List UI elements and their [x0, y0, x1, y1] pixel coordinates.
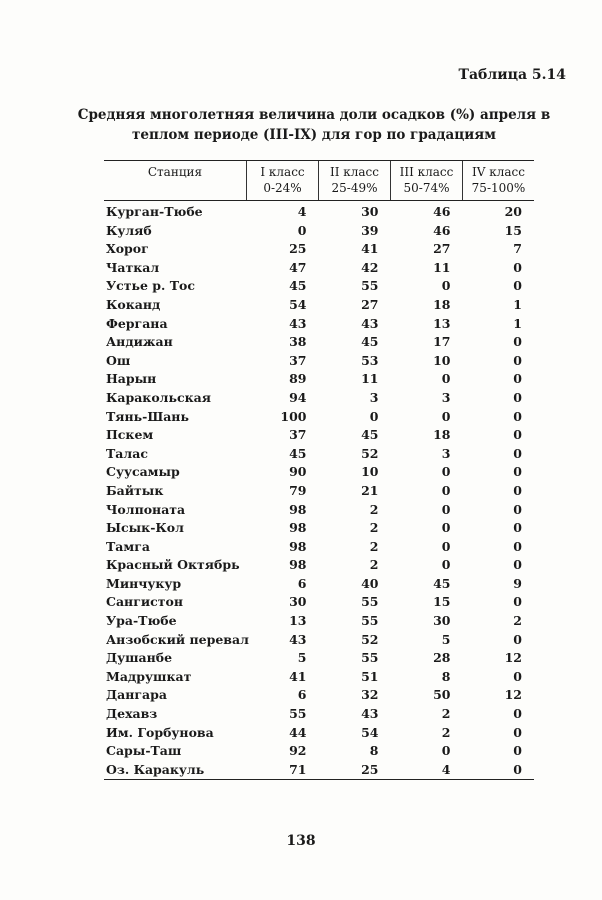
class-2-cell: 2: [369, 538, 379, 554]
table-row: [104, 705, 534, 724]
class-2-cell: 53: [361, 352, 379, 368]
header-class-1: I класс 0-24%: [247, 161, 319, 201]
class-4-cell: 0: [513, 724, 522, 740]
table-row: [104, 370, 534, 389]
class-4-cell: 0: [513, 371, 522, 387]
precipitation-table: [104, 160, 530, 780]
class-3-cell: 2: [441, 724, 451, 740]
table-row: [104, 445, 534, 464]
class-4-cell: 12: [504, 687, 522, 703]
class-1-cell: 30: [289, 594, 307, 610]
class-2-cell: 45: [361, 334, 379, 350]
header-class-4: IV класс 75-100%: [463, 161, 535, 201]
station-cell: Сары-Таш: [106, 743, 182, 759]
table-body: [104, 201, 534, 780]
class-3-cell: 4: [441, 761, 451, 777]
class-2-cell: 0: [369, 408, 379, 424]
class-3-cell: 0: [441, 501, 451, 517]
class-2-cell: 2: [369, 520, 379, 536]
class-4-cell: 0: [513, 501, 522, 517]
station-cell: Оз. Каракуль: [106, 761, 205, 777]
class-1-cell: 0: [297, 222, 307, 238]
table-row: [104, 538, 534, 557]
table-row: [104, 389, 534, 408]
class-4-cell: 1: [513, 315, 522, 331]
table-row: [104, 201, 534, 222]
class-2-cell: 52: [361, 445, 379, 461]
class-4-cell: 0: [513, 278, 522, 294]
class-2-cell: 30: [361, 204, 379, 219]
class-2-cell: 21: [361, 482, 379, 498]
class-2-cell: 2: [369, 557, 379, 573]
class-3-cell: 0: [441, 482, 451, 498]
class-1-cell: 98: [289, 557, 307, 573]
class-1-cell: 92: [289, 743, 307, 759]
class-2-cell: 43: [361, 706, 379, 722]
table-row: [104, 222, 534, 241]
table-row: [104, 296, 534, 315]
caption-line-2: теплом периоде (III-IX) для гор по градациям: [132, 127, 496, 143]
class-2-cell: 55: [361, 594, 379, 610]
class-2-cell: 11: [361, 371, 379, 387]
class-4-cell: 12: [504, 650, 522, 666]
class-3-cell: 15: [433, 594, 451, 610]
class-1-cell: 89: [289, 371, 307, 387]
table-row: [104, 482, 534, 501]
class-1-cell: 43: [289, 315, 307, 331]
station-cell: Им. Горбунова: [106, 724, 214, 740]
class-3-cell: 5: [441, 631, 451, 647]
class-4-cell: 0: [513, 408, 522, 424]
station-cell: Коканд: [106, 296, 161, 312]
class-3-cell: 3: [441, 445, 451, 461]
class-4-cell: 0: [513, 445, 522, 461]
station-cell: Куляб: [106, 222, 152, 238]
station-cell: Талас: [106, 445, 148, 461]
table-row: [104, 463, 534, 482]
class-3-cell: 10: [433, 352, 451, 368]
table-row: [104, 501, 534, 520]
class-3-cell: 0: [441, 408, 451, 424]
class-3-cell: 8: [441, 668, 451, 684]
class-3-cell: 18: [433, 296, 451, 312]
class-1-cell: 90: [289, 464, 307, 480]
table-row: [104, 668, 534, 687]
station-cell: Ысык-Кол: [106, 520, 184, 536]
class-2-cell: 42: [361, 259, 379, 275]
class-2-cell: 55: [361, 650, 379, 666]
class-2-cell: 2: [369, 501, 379, 517]
class-3-cell: 45: [433, 575, 451, 591]
station-cell: Чаткал: [106, 259, 160, 275]
class-3-cell: 0: [441, 371, 451, 387]
class-1-cell: 37: [289, 427, 307, 443]
table-row: [104, 649, 534, 668]
class-4-cell: 2: [513, 613, 522, 629]
table-row: [104, 724, 534, 743]
class-4-cell: 15: [504, 222, 522, 238]
class-3-cell: 46: [433, 204, 451, 219]
station-cell: Байтык: [106, 482, 164, 498]
station-cell: Тянь-Шань: [106, 408, 189, 424]
class-2-cell: 41: [361, 241, 379, 257]
class-1-cell: 37: [289, 352, 307, 368]
table-row: [104, 240, 534, 259]
class-4-cell: 0: [513, 557, 522, 573]
class-2-cell: 51: [361, 668, 379, 684]
class-3-cell: 0: [441, 464, 451, 480]
station-cell: Минчукур: [106, 575, 182, 591]
class-3-cell: 50: [433, 687, 451, 703]
class-4-cell: 0: [513, 761, 522, 777]
table-row: [104, 277, 534, 296]
class-4-cell: 0: [513, 259, 522, 275]
station-cell: Ош: [106, 352, 131, 368]
page-number: 138: [286, 833, 316, 849]
table-row: [104, 259, 534, 278]
class-3-cell: 3: [441, 389, 451, 405]
class-4-cell: 0: [513, 352, 522, 368]
class-3-cell: 46: [433, 222, 451, 238]
station-cell: Курган-Тюбе: [106, 204, 203, 219]
table-row: [104, 686, 534, 705]
table-row: [104, 593, 534, 612]
class-2-cell: 39: [361, 222, 379, 238]
class-1-cell: 45: [289, 445, 307, 461]
table-row: [104, 575, 534, 594]
class-1-cell: 4: [297, 204, 307, 219]
class-1-cell: 41: [289, 668, 307, 684]
class-1-cell: 38: [289, 334, 307, 350]
station-cell: Тамга: [106, 538, 151, 554]
class-4-cell: 7: [513, 241, 522, 257]
class-1-cell: 79: [289, 482, 307, 498]
class-2-cell: 25: [361, 761, 379, 777]
table-row: [104, 315, 534, 334]
table-row: [104, 742, 534, 761]
station-cell: Суусамыр: [106, 464, 180, 480]
class-3-cell: 18: [433, 427, 451, 443]
class-4-cell: 0: [513, 389, 522, 405]
class-2-cell: 55: [361, 613, 379, 629]
class-4-cell: 0: [513, 482, 522, 498]
class-4-cell: 9: [513, 575, 522, 591]
table-bottom-rule: [104, 780, 534, 781]
class-2-cell: 27: [361, 296, 379, 312]
class-4-cell: 0: [513, 743, 522, 759]
header-station: Станция: [104, 161, 247, 201]
station-cell: Душанбе: [106, 650, 173, 666]
class-1-cell: 25: [289, 241, 307, 257]
class-1-cell: 71: [289, 761, 307, 777]
class-3-cell: 27: [433, 241, 451, 257]
class-1-cell: 54: [289, 296, 307, 312]
station-cell: Хорог: [106, 241, 149, 257]
class-3-cell: 0: [441, 743, 451, 759]
station-cell: Сангистон: [106, 594, 183, 610]
station-cell: Устье р. Тос: [106, 278, 195, 294]
class-3-cell: 0: [441, 557, 451, 573]
station-cell: Каракольская: [106, 389, 211, 405]
table-row: [104, 408, 534, 427]
class-2-cell: 3: [369, 389, 379, 405]
table-row: [104, 519, 534, 538]
station-cell: Анзобский перевал: [106, 631, 249, 647]
class-2-cell: 54: [361, 724, 379, 740]
station-cell: Ура-Тюбе: [106, 613, 177, 629]
class-4-cell: 0: [513, 427, 522, 443]
class-4-cell: 0: [513, 594, 522, 610]
class-4-cell: 0: [513, 631, 522, 647]
class-3-cell: 30: [433, 613, 451, 629]
table-row: [104, 761, 534, 780]
class-3-cell: 13: [433, 315, 451, 331]
caption-line-1: Средняя многолетняя величина доли осадков (%) апреля в: [77, 107, 551, 123]
class-3-cell: 0: [441, 538, 451, 554]
class-1-cell: 5: [297, 650, 307, 666]
class-4-cell: 0: [513, 706, 522, 722]
station-cell: Нарын: [106, 371, 157, 387]
table-row: [104, 352, 534, 371]
class-2-cell: 52: [361, 631, 379, 647]
station-cell: Пскем: [106, 427, 154, 443]
class-1-cell: 98: [289, 501, 307, 517]
class-4-cell: 0: [513, 520, 522, 536]
class-2-cell: 55: [361, 278, 379, 294]
class-1-cell: 6: [297, 687, 307, 703]
table-header-row: [104, 161, 534, 201]
class-3-cell: 0: [441, 520, 451, 536]
station-cell: Андижан: [106, 334, 173, 350]
station-cell: Фергана: [106, 315, 168, 331]
class-1-cell: 45: [289, 278, 307, 294]
class-1-cell: 47: [289, 259, 307, 275]
class-4-cell: 0: [513, 334, 522, 350]
class-3-cell: 28: [433, 650, 451, 666]
header-class-2: II класс 25-49%: [319, 161, 391, 201]
class-1-cell: 98: [289, 538, 307, 554]
class-1-cell: 94: [289, 389, 307, 405]
class-1-cell: 13: [289, 613, 307, 629]
class-2-cell: 32: [361, 687, 379, 703]
station-cell: Мадрушкат: [106, 668, 192, 684]
class-2-cell: 8: [369, 743, 379, 759]
class-1-cell: 55: [289, 706, 307, 722]
class-3-cell: 2: [441, 706, 451, 722]
class-1-cell: 100: [280, 408, 307, 424]
class-2-cell: 10: [361, 464, 379, 480]
class-1-cell: 6: [297, 575, 307, 591]
station-cell: Красный Октябрь: [106, 557, 240, 573]
table-row: [104, 631, 534, 650]
table-row: [104, 556, 534, 575]
table-row: [104, 612, 534, 631]
class-3-cell: 11: [433, 259, 451, 275]
table-caption: [62, 105, 566, 145]
class-1-cell: 44: [289, 724, 307, 740]
class-4-cell: 0: [513, 668, 522, 684]
class-4-cell: 0: [513, 538, 522, 554]
station-cell: Чолпоната: [106, 501, 186, 517]
class-2-cell: 45: [361, 427, 379, 443]
station-cell: Дангара: [106, 687, 167, 703]
class-1-cell: 43: [289, 631, 307, 647]
class-4-cell: 0: [513, 464, 522, 480]
header-class-3: III класс 50-74%: [391, 161, 463, 201]
station-cell: Дехавз: [106, 706, 158, 722]
class-4-cell: 1: [513, 296, 522, 312]
class-4-cell: 20: [504, 204, 522, 219]
class-3-cell: 17: [433, 334, 451, 350]
class-1-cell: 98: [289, 520, 307, 536]
class-2-cell: 40: [361, 575, 379, 591]
class-2-cell: 43: [361, 315, 379, 331]
table-row: [104, 333, 534, 352]
table-row: [104, 426, 534, 445]
class-3-cell: 0: [441, 278, 451, 294]
table-label: Таблица 5.14: [458, 67, 566, 83]
